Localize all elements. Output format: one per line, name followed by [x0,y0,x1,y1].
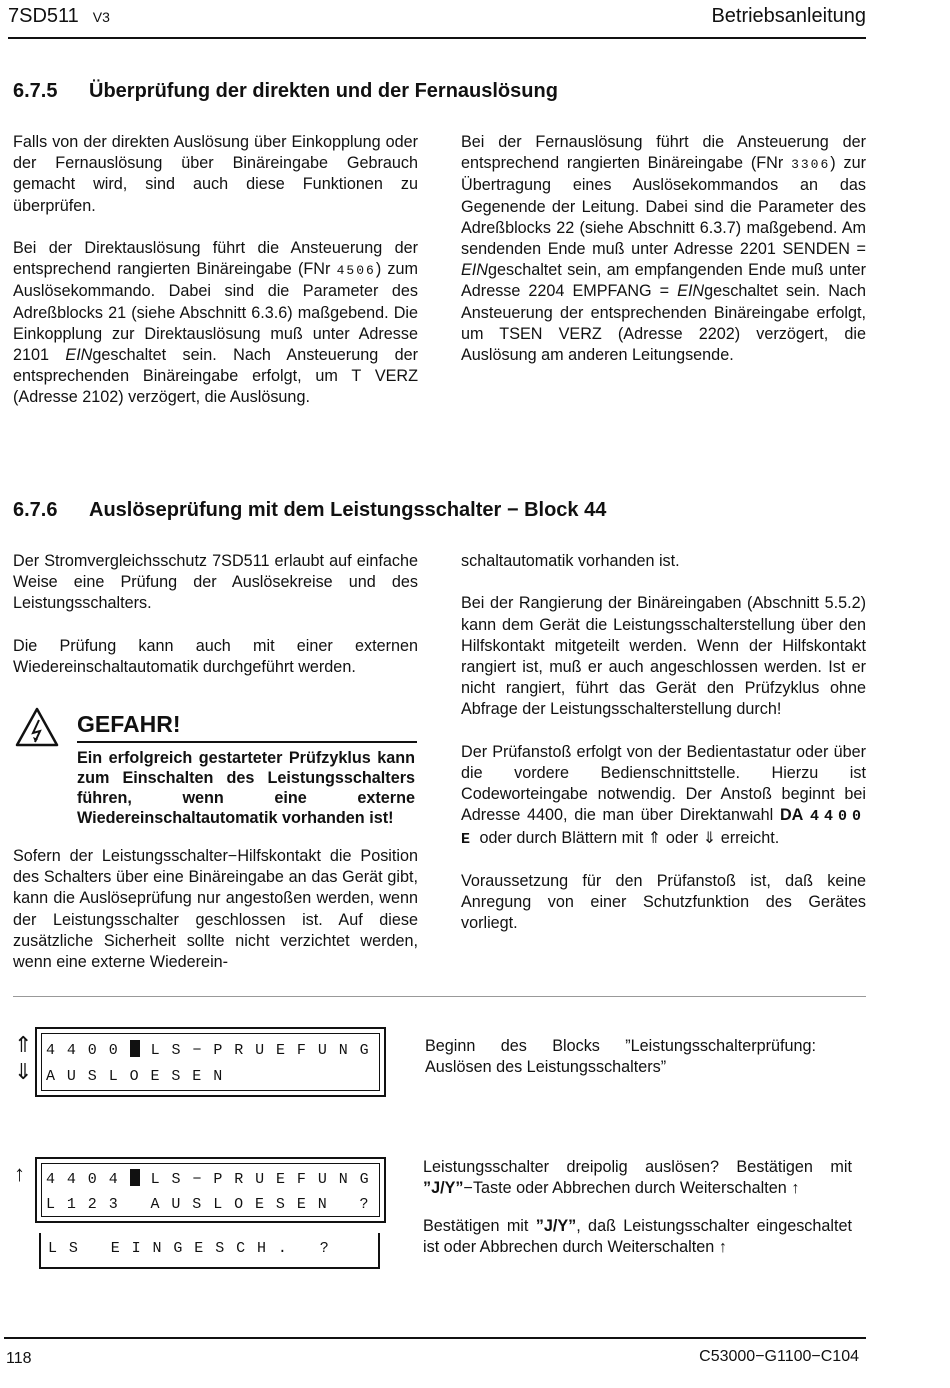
paragraph: Sofern der Leistungsschalter−Hilfskontakt die Position des Schalters über eine Binäreingabe an das Gerät gibt, kann die Auslöseprüfung nur angestoßen werden, wenn der Leistungsschalter geschlossen ist. Auf diese zusätzliche Sicherheit sollte nicht verzichtet werden, wenn eine externe Wiederein- [13,847,418,972]
scroll-up-arrow-icon: ↑ [14,1161,25,1186]
paragraph [13,238,418,409]
lcd-block-title: LS−PRUEFUNG [150,1171,381,1188]
danger-rule [77,741,417,743]
footer-rule [4,1337,866,1339]
section2-left-column-top [13,551,418,699]
paragraph: Die Prüfung kann auch mit einer externen Wiedereinschaltautomatik durchgeführt werden. [13,636,418,676]
direct-access-key: DA [779,806,804,825]
key-label: ”J/Y” [423,1178,464,1197]
display1-description: Beginn des Blocks ”Leistungsschalterprüfung: Auslösen des Leistungsschalters” [425,1037,816,1076]
header-rule [8,37,866,39]
danger-title: GEFAHR! [77,711,181,737]
lcd-line-2: L123 AUSLOESEN ? [46,1196,381,1213]
text-run: geschaltet sein, am empfangenden Ende muß unter Adresse 2204 EMPFANG = [461,261,866,301]
paragraph [461,132,866,366]
lcd-line-3-box [39,1233,380,1269]
paragraph: Falls von der direkten Auslösung über Einkopplung oder der Fernauslösung über Binäreingabe Gebrauch gemacht wird, sind auch diese Funktionen zu überprüfen. [13,133,418,215]
direct-access-code: 4400 E [461,808,867,848]
function-number: 4506 [336,263,376,279]
display2-description-2 [423,1216,852,1257]
section-heading-676 [13,499,606,522]
lcd-line-2: AUSLOESEN [46,1068,235,1085]
model-name: 7SD511 [8,5,79,27]
separator [13,996,866,997]
emphasis: EIN [461,261,488,280]
text-run: geschaltet sein. Nach Ansteuerung der entsprechenden Binäreingabe erfolgt, um TSEN VERZ (Adresse 2202) verzögert, die Auslösung am anderen Leitungsende. [461,282,866,365]
section2-left-column-bottom [13,846,418,994]
lcd-address: 4400 [46,1042,130,1059]
section1-right-column [461,132,866,387]
text-run: Bei der Fernauslösung führt die Ansteuerung der entsprechend rangierten Binäreingabe (FNr [461,133,866,173]
text-run: ) zum Auslösekommando. Dabei sind die Parameter des Adreßblocks 21 (siehe Abschnitt 6.3.6) maßgebend. Die Einkopplung zur Direktauslösung muß unter Adresse 2101 [13,260,418,365]
text-run: geschaltet sein. Nach Ansteuerung der entsprechenden Binäreingabe erfolgt, um T VERZ (Adresse 2102) verzögert, die Auslösung. [13,346,418,407]
danger-text: Ein erfolgreich gestarteter Prüfzyklus kann zum Einschalten des Leistungsschalters führen, wenn eine externe Wiedereinschaltautomatik vorhanden ist! [77,749,415,827]
text-run: , daß Leistungsschalter eingeschaltet ist oder Abbrechen durch Weiterschalten ↑ [423,1217,852,1256]
text-run: Bei der Direktauslösung führt die Ansteuerung der entsprechend rangierten Binäreingabe (FNr [13,239,418,279]
section-number: 6.7.6 [13,499,58,521]
lcd-block-title: LS−PRUEFUNG [150,1042,381,1059]
lcd-display-4404 [35,1157,386,1223]
section2-right-column [461,551,866,956]
paragraph [461,742,866,850]
emphasis: EIN [677,282,705,301]
text-run: oder durch Blättern mit ⇑ oder ⇓ erreicht. [475,828,780,847]
text-run: −Taste oder Abbrechen durch Weiterschalten ↑ [463,1178,800,1197]
section-title: Überprüfung der direkten und der Fernauslösung [89,80,558,102]
section-title: Auslöseprüfung mit dem Leistungsschalter − Block 44 [89,499,607,521]
page-number: 118 [6,1350,32,1367]
display2-description-1 [423,1157,852,1198]
paragraph: schaltautomatik vorhanden ist. [461,552,680,570]
paragraph: Voraussetzung für den Prüfanstoß ist, daß keine Anregung von einer Schutzfunktion des Gerätes vorliegt. [461,872,866,933]
header-model [8,5,110,28]
lcd-display-4400 [35,1027,386,1097]
lcd-cursor [130,1169,140,1186]
lcd-line-1 [46,1169,381,1188]
text-run: Bestätigen mit [423,1217,536,1235]
header-doc-type: Betriebsanleitung [711,5,866,27]
paragraph: Bei der Rangierung der Binäreingaben (Abschnitt 5.5.2) kann dem Gerät die Leistungsschalterstellung über den Hilfskontakt mitgeteilt werden. Wenn der Hilfskontakt rangiert ist, muß er auch angeschlossen werden. Ist er nicht rangiert, führt das Gerät den Prüfzyklus ohne Abfrage der Leistungsschalterstellung durch! [461,594,866,719]
text-run: Leistungsschalter dreipolig auslösen? Bestätigen mit [423,1158,852,1176]
function-number: 3306 [791,157,831,173]
version-label: V3 [92,9,110,25]
key-label: ”J/Y” [535,1217,577,1235]
lcd-cursor [130,1040,140,1057]
scroll-up-double-arrow-icon: ⇑ [14,1032,33,1057]
emphasis: EIN [65,346,93,365]
lcd-line-1 [46,1040,381,1059]
lcd-line-3: LS EINGESCH. ? [48,1240,341,1257]
paragraph: Der Stromvergleichsschutz 7SD511 erlaubt auf einfache Weise eine Prüfung der Auslösekreise und des Leistungsschalters. [13,552,418,613]
warning-high-voltage-icon [14,706,60,748]
document-number: C53000−G1100−C104 [699,1348,859,1365]
lcd-address: 4404 [46,1171,130,1188]
text-run: Der Prüfanstoß erfolgt von der Bedientastatur oder über die vordere Bedienschnittstelle. Hierzu ist Codeworteingabe notwendig. Der Anstoß beginnt bei Adresse 4400, die man über Direktanwahl [461,742,866,825]
section1-left-column [13,132,418,430]
section-number: 6.7.5 [13,80,58,102]
text-run: ) zur Übertragung eines Auslösekommandos an das Gegenende der Leitung. Dabei sind die Parameter des Adreßblocks 22 (siehe Abschnitt 6.3.7) maßgebend. Am sendenden Ende muß unter Adresse 2201 SENDEN = [461,154,867,259]
scroll-down-double-arrow-icon: ⇓ [14,1059,33,1084]
section-heading-675 [13,80,558,103]
